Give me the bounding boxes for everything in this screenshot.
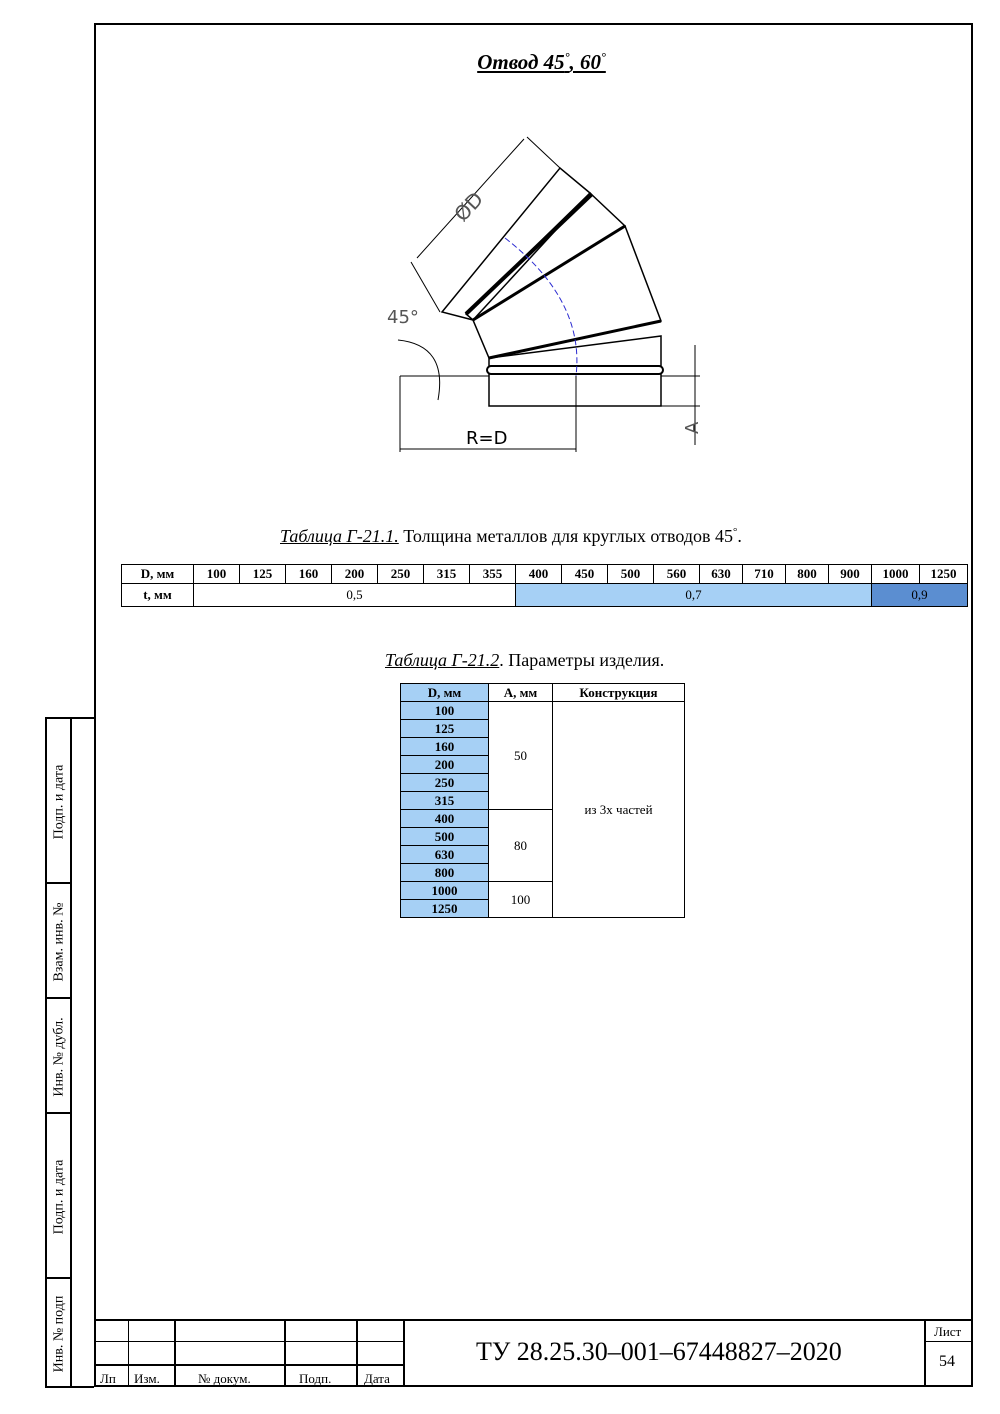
table-cell: 315 [401,792,489,810]
table-row [122,584,968,607]
table-cell: 160 [401,738,489,756]
table-cell: 630 [700,565,743,584]
table-cell: 100 [401,702,489,720]
stamp-col-label: Изм. [134,1371,160,1386]
table1-caption: Таблица Г-21.1. Толщина металлов для круглых отводов 45°. [280,526,742,546]
table-cell: 400 [516,565,562,584]
table-cell: 80 [489,810,553,882]
side-label: Подп. и дата [51,764,67,839]
table-header: D, мм [401,684,489,702]
diameter-label: ØD [449,187,489,227]
table-cell: 100 [194,565,240,584]
table-cell: 800 [786,565,829,584]
table-cell: 1000 [401,882,489,900]
table-cell: 0,5 [194,584,516,607]
stamp-col-label: № докум. [198,1371,251,1386]
a-label: A [682,421,703,434]
table-cell: 125 [401,720,489,738]
table-header: А, мм [489,684,553,702]
table-cell: 1250 [401,900,489,918]
parameters-table [400,683,685,918]
table-cell: 1000 [872,565,920,584]
table-cell: 500 [401,828,489,846]
table-row [401,702,685,720]
table-header: Конструкция [553,684,685,702]
table-cell: 125 [240,565,286,584]
table-cell: 0,7 [516,584,872,607]
table-cell: 0,9 [872,584,968,607]
side-label: Инв. № подп [51,1295,67,1372]
table-cell: 710 [743,565,786,584]
table2-caption: Таблица Г-21.2. Параметры изделия. [385,650,665,670]
table-cell: 100 [489,882,553,918]
table-cell: 250 [378,565,424,584]
table-cell: 315 [424,565,470,584]
stamp-col-label: Лп [100,1371,116,1386]
table-cell: 50 [489,702,553,810]
page-title: Отвод 45°, 60° [477,50,606,74]
table-cell: D, мм [122,565,194,584]
table-cell: 355 [470,565,516,584]
table-cell: 500 [608,565,654,584]
side-label: Взам. инв. № [51,902,67,981]
title-block [94,1319,973,1387]
table-cell: 200 [401,756,489,774]
table-cell: 400 [401,810,489,828]
stamp-col-label: Подп. [299,1371,332,1386]
thickness-table [121,564,968,607]
angle-label: 45° [387,307,419,328]
table-cell: 200 [332,565,378,584]
side-label: Инв. № дубл. [51,1016,67,1097]
stamp-col-label: Дата [364,1371,390,1386]
table-cell: 800 [401,864,489,882]
table-cell: 1250 [920,565,968,584]
table-cell: 250 [401,774,489,792]
table-cell: 630 [401,846,489,864]
table-cell: 900 [829,565,872,584]
table-cell: из 3х частей [553,702,685,918]
table-cell: 560 [654,565,700,584]
document-code: ТУ 28.25.30–001–67448827–2020 [476,1337,842,1366]
table-cell: t, мм [122,584,194,607]
sheet-label: Лист [934,1324,962,1339]
sheet-number: 54 [939,1353,955,1370]
side-stamp [45,717,94,1388]
table-cell: 450 [562,565,608,584]
table-cell: 160 [286,565,332,584]
elbow-drawing [370,130,720,470]
table-row [401,684,685,702]
radius-label: R=D [466,428,508,449]
side-label: Подп. и дата [51,1159,67,1234]
table-row [122,565,968,584]
